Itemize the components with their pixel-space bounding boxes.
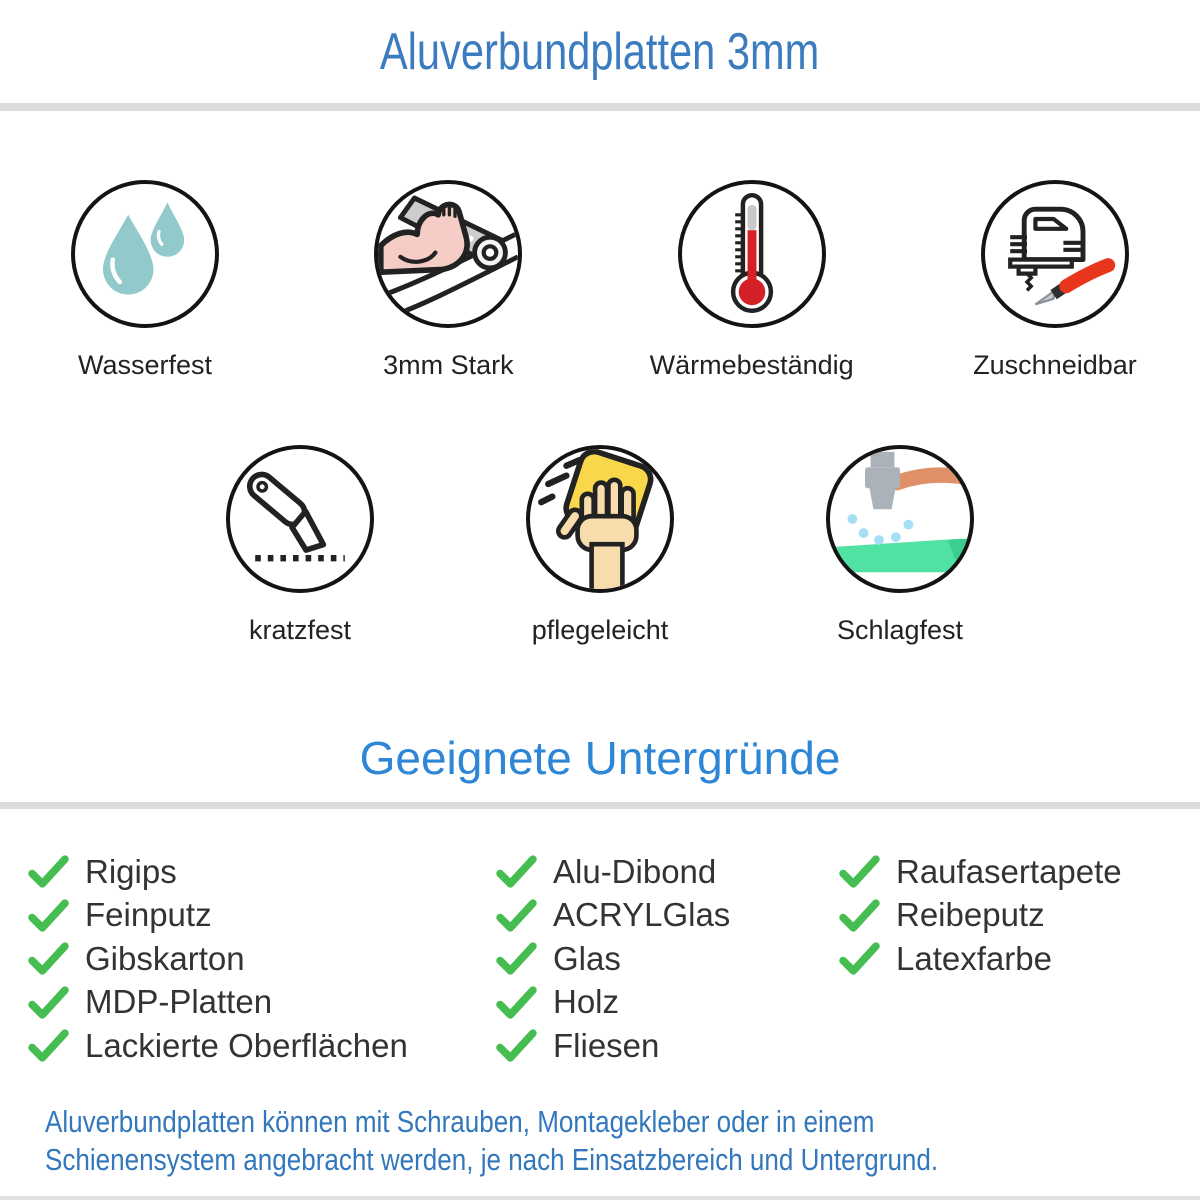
feature-kratzfest xyxy=(180,445,420,646)
feature-label: pflegeleicht xyxy=(531,615,669,645)
check-icon xyxy=(839,898,880,933)
mounting-note xyxy=(0,1103,1200,1179)
feature-row-2 xyxy=(0,445,1200,646)
check-icon xyxy=(28,941,69,976)
feature-zuschneidbar xyxy=(940,180,1170,381)
list-item xyxy=(839,937,1200,981)
substrates-column-3 xyxy=(839,850,1200,1068)
check-icon xyxy=(839,941,880,976)
title-bar xyxy=(0,0,1200,103)
check-icon xyxy=(496,1028,537,1063)
list-item xyxy=(839,894,1200,938)
check-icon xyxy=(496,854,537,889)
utility-knife-icon xyxy=(226,445,374,593)
page-title: Aluverbundplatten 3mm xyxy=(380,22,820,81)
water-drops-icon xyxy=(71,180,219,328)
feature-waermebestaendig xyxy=(637,180,867,381)
mounting-note-line1: Aluverbundplatten können mit Schrauben, Montagekleber oder in einem xyxy=(45,1103,875,1139)
substrates-list xyxy=(0,809,1200,1068)
section-heading-wrap xyxy=(0,731,1200,785)
feature-label: Wärmebeständig xyxy=(649,350,854,380)
substrates-column-1 xyxy=(28,850,496,1068)
jigsaw-icon xyxy=(981,180,1129,328)
list-item xyxy=(28,981,496,1025)
list-item xyxy=(496,981,839,1025)
substrate-label: Lackierte Oberflächen xyxy=(85,1026,408,1064)
feature-3mm-stark xyxy=(333,180,563,381)
substrate-label: Glas xyxy=(553,939,621,977)
section-heading: Geeignete Untergründe xyxy=(359,732,841,784)
list-item xyxy=(496,937,839,981)
list-item xyxy=(496,850,839,894)
mounting-note-line2: Schienensystem angebracht werden, je nach Einsatzbereich und Untergrund. xyxy=(45,1141,939,1177)
muscle-arm-icon xyxy=(374,180,522,328)
feature-schlagfest xyxy=(780,445,1020,646)
divider-bottom xyxy=(0,1196,1200,1200)
substrate-label: Alu-Dibond xyxy=(553,852,717,890)
check-icon xyxy=(28,1028,69,1063)
divider-top xyxy=(0,103,1200,111)
substrate-label: Raufasertapete xyxy=(896,852,1122,890)
substrate-label: Fliesen xyxy=(553,1026,660,1064)
check-icon xyxy=(839,854,880,889)
cleaning-hand-icon xyxy=(526,445,674,593)
list-item xyxy=(496,894,839,938)
check-icon xyxy=(496,941,537,976)
substrate-label: MDP-Platten xyxy=(85,983,273,1021)
feature-label: Zuschneidbar xyxy=(973,350,1137,380)
list-item xyxy=(28,937,496,981)
substrate-label: Feinputz xyxy=(85,896,212,934)
list-item xyxy=(28,1024,496,1068)
feature-pflegeleicht xyxy=(480,445,720,646)
divider-middle xyxy=(0,802,1200,809)
list-item xyxy=(28,894,496,938)
feature-row-1 xyxy=(0,180,1200,381)
feature-label: Wasserfest xyxy=(77,350,213,380)
hammer-icon xyxy=(826,445,974,593)
substrate-label: Latexfarbe xyxy=(896,939,1052,977)
check-icon xyxy=(28,854,69,889)
check-icon xyxy=(496,898,537,933)
substrate-label: Holz xyxy=(553,983,620,1021)
substrate-label: ACRYLGlas xyxy=(553,896,731,934)
feature-label: Schlagfest xyxy=(836,615,964,645)
feature-wasserfest xyxy=(30,180,260,381)
substrates-column-2 xyxy=(496,850,839,1068)
substrate-label: Rigips xyxy=(85,852,177,890)
list-item xyxy=(839,850,1200,894)
substrate-label: Reibeputz xyxy=(896,896,1045,934)
check-icon xyxy=(28,898,69,933)
feature-label: kratzfest xyxy=(248,615,352,645)
thermometer-icon xyxy=(678,180,826,328)
check-icon xyxy=(28,985,69,1020)
list-item xyxy=(496,1024,839,1068)
feature-label: 3mm Stark xyxy=(383,350,514,380)
substrate-label: Gibskarton xyxy=(85,939,245,977)
list-item xyxy=(28,850,496,894)
check-icon xyxy=(496,985,537,1020)
